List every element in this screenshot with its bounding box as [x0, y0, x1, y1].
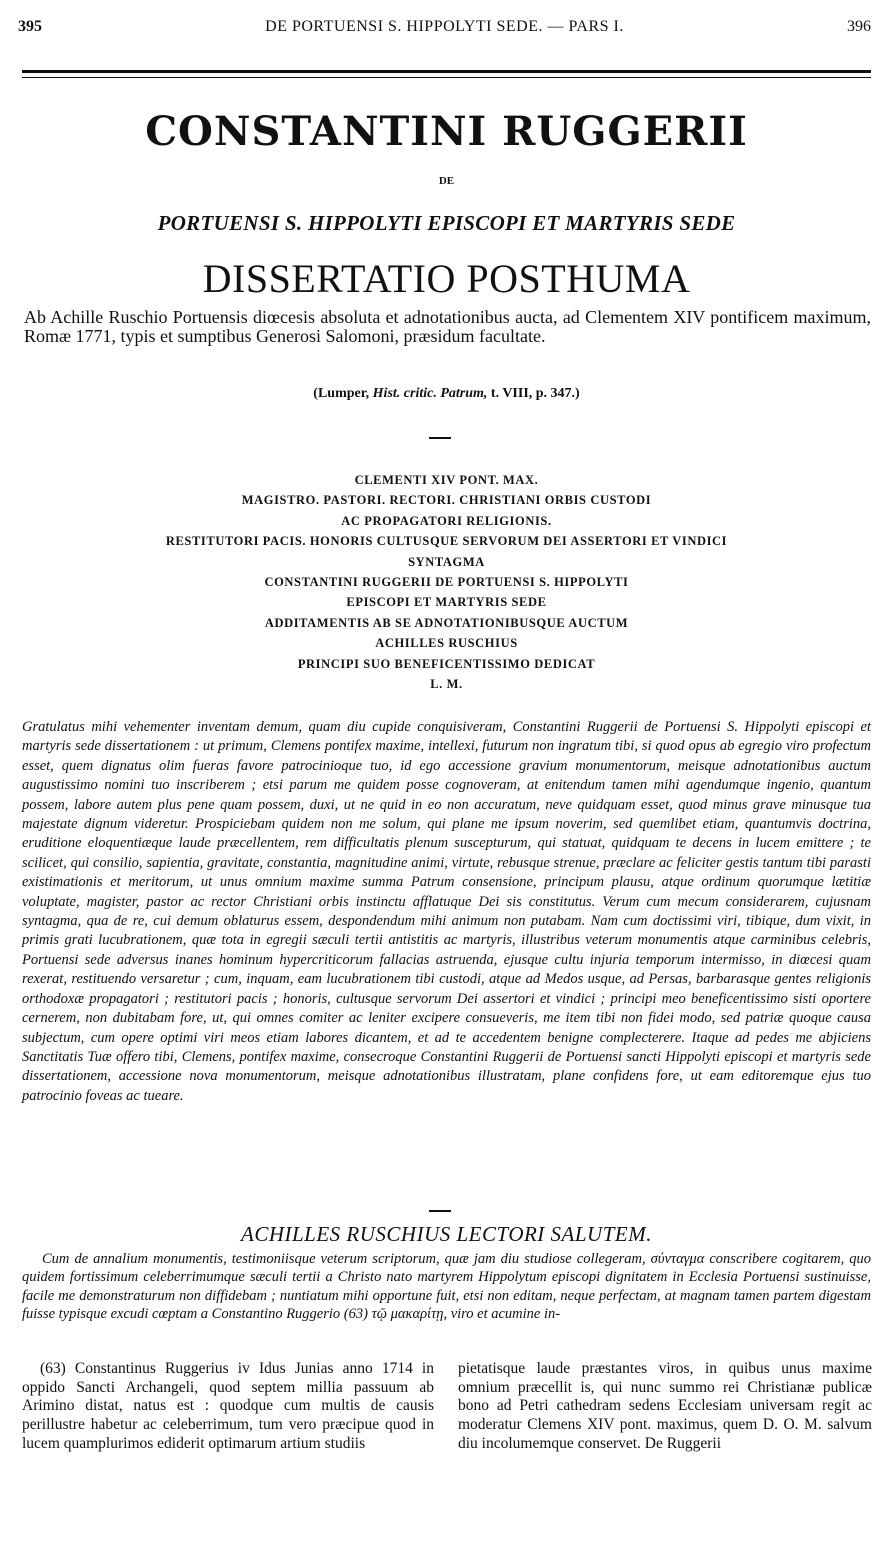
citation-author: (Lumper, [313, 386, 370, 401]
section-separator [429, 437, 451, 439]
dedicatory-letter: Gratulatus mihi vehementer inventam demum, quam diu cupide conquisiveram, Constantini Ruggerii de Portuensi S. Hippolyti episcopi et martyris sede dissertationem : ut primum, Clemens pontifex maxime, intellexi, futurum non ingratum tibi, si quod opus ab egregio viro profectum esset, quem dignatus olim fueras favore patrocinioque tuo, id ego accessione gravium monumentorum, meisque adnotationibus auctum augustissimo nomini tuo inscriberem ; etsi parum me quidem posse cognoveram, at enitendum tamen mihi agendumque ingenio, quantum possem, labore autem plus pene quam possem, duxi, ut ne quid in eo non accuratum, neve quidquam esset, quod minus grave minusque tua majestate dignum videretur. Prospiciebam quidem non me solum, qui plane me ipsum noverim, sed quemlibet etiam, quantumvis doctrina, eruditione eloquentiæque laude præcellentem, rem difficultatis plenum suscepturum, qui statuat, quidquam te decens in lucem emittere ; te scilicet, qui consilio, sapientia, gravitate, constantia, magnitudine animi, virtute, rebusque strenue, præclare ac feliciter gestis tantum tibi parasti existimationis et meritorum, ut unus omnium maxime summa Patrum consensione, principum plausu, atque ordinum quorumque lætitiæ voluptate, magister, pastor ac rector Christiani orbis instinctu afflatuque Dei sis constitutus. Verum cum mecum considerarem, cujusnam syntagma, qua de re, cui demum oblaturus essem, despondendum mihi animum non putabam. Nam cum doctissimi viri, tibique, dum vixit, in primis grati lucubrationem, quæ tota in egregii sæculi tertii antistitis ac martyris, illustribus veterum monumentis atque carminibus celebris, Portuensi sede adversus inanes hominum hypercriticorum fallacias astruenda, ejusque cultu injuria temporum intermisso, in diœcesi quam rexerat, restituendo versaretur ; cum, inquam, eam lucubrationem tibi custodi, atque ad Medos usque, ad Persas, barbarasque gentes religionis orthodoxæ propagatori ; restitutori pacis ; honoris, cultusque servorum Dei assertori et vindici ; principi meo beneficentissimo sisti oportere cernerem, non dubitabam fore, ut, qui omnes comiter ac leniter excipere consueveris, me item tibi non fidei modo, sed patriæ quoque causa subjectum, cum opere optimi viri meos etiam labores dicantem, et ad te accedentem benigne complecterere. Itaque ad pedes me abjiciens Sanctitatis Tuæ offero tibi, Clemens, pontifex maxime, consecroque Constantini Ruggerii de Portuensi sancti Hippolyti episcopi et martyris sede dissertationem, accessione nova monumentorum, meisque adnotationibus illustratam, plane confidens fore, ut eam editoremque ejus tuo patrocinio foveas ac tueare. [22, 719, 871, 1104]
page-number-left: 395 [18, 18, 42, 35]
header-rule-thick [22, 70, 871, 73]
header-rule-thin [22, 77, 871, 78]
dedication-line: L. M. [430, 677, 463, 692]
footnote-column-right: pietatisque laude præstantes viros, in quibus unus maxime omnium præcellit is, qui nunc summo rei Christianæ publicæ bono ad Petri cathedram sedens Ecclesiam universam regit ac moderatur Clemens XIV pont. maximus, quem D. O. M. salvum diu incolumemque conservet. De Ruggerii [458, 1360, 872, 1452]
section-separator [429, 1210, 451, 1212]
edition-description: Ab Achille Ruschio Portuensis diœcesis absoluta et adnotationibus aucta, ad Clementem XIV pontificem maximum, Romæ 1771, typis et sumptibus Generosi Salomoni, præsidum facultate. [24, 307, 871, 346]
page-number-right: 396 [847, 18, 871, 35]
dedication-line: PRINCIPI SUO BENEFICENTISSIMO DEDICAT [297, 656, 596, 671]
title-connector: DE [438, 175, 455, 187]
dedication-block [60, 470, 833, 694]
citation-work: Hist. critic. Patrum, [372, 386, 488, 401]
dissertation-heading: DISSERTATIO POSTHUMA [202, 256, 691, 301]
dedication-line: CONSTANTINI RUGGERII DE PORTUENSI S. HIPPOLYTI [264, 575, 629, 590]
dedication-line: SYNTAGMA [408, 554, 485, 569]
preface-text: Cum de annalium monumentis, testimoniisque veterum scriptorum, quæ jam diu studiose collegeram, σύνταγμα conscribere cogitarem, quo quidem fortissimum celeberrimumque sæculi tertii a Christo nato martyrem Hippolytum episcopi dignitatem in Ecclesia Portuensi sustinuisse, facile me demonstraturum non diffidebam ; nuntiatum mihi opportune fuit, etsi non editam, neque perfectam, at magnam tamen partem digestam fuisse typisque excudi cœptam a Constantino Ruggerio (63) τῷ μακαρίτῃ, viro et acumine in- [22, 1251, 871, 1323]
dedication-line: CLEMENTI XIV PONT. MAX. [354, 473, 539, 487]
preface-heading: ACHILLES RUSCHIUS LECTORI SALUTEM. [241, 1222, 652, 1246]
dedication-line: EPISCOPI ET MARTYRIS SEDE [346, 595, 547, 610]
dedication-line: RESTITUTORI PACIS. HONORIS CULTUSQUE SERVORUM DEI ASSERTORI ET VINDICI [165, 534, 728, 549]
work-title: CONSTANTINI RUGGERII [145, 108, 748, 155]
citation-ref: t. VIII, p. 347.) [490, 386, 580, 401]
dedication-line: MAGISTRO. PASTORI. RECTORI. CHRISTIANI ORBIS CUSTODI [241, 493, 652, 508]
dedication-line: AC PROPAGATORI RELIGIONIS. [341, 513, 552, 528]
footnote-column-left: (63) Constantinus Ruggerius iv Idus Junias anno 1714 in oppido Sancti Archangeli, quod septem millia passuum ab Arimino distat, natus est : quodque cum multis de causis perillustre habetur ac celeberrimum, tum vero præcipue quod in lucem quamplurimos ediderit optimarum artium studiis [22, 1360, 434, 1452]
running-head [18, 18, 871, 42]
dedication-line: ADDITAMENTIS AB SE ADNOTATIONIBUSQUE AUCTUM [264, 615, 629, 630]
dedication-line: ACHILLES RUSCHIUS [375, 636, 518, 651]
running-title: DE PORTUENSI S. HIPPOLYTI SEDE. — PARS I. [265, 18, 624, 35]
source-citation [0, 386, 893, 402]
work-subtitle: PORTUENSI S. HIPPOLYTI EPISCOPI ET MARTYRIS SEDE [157, 211, 736, 235]
